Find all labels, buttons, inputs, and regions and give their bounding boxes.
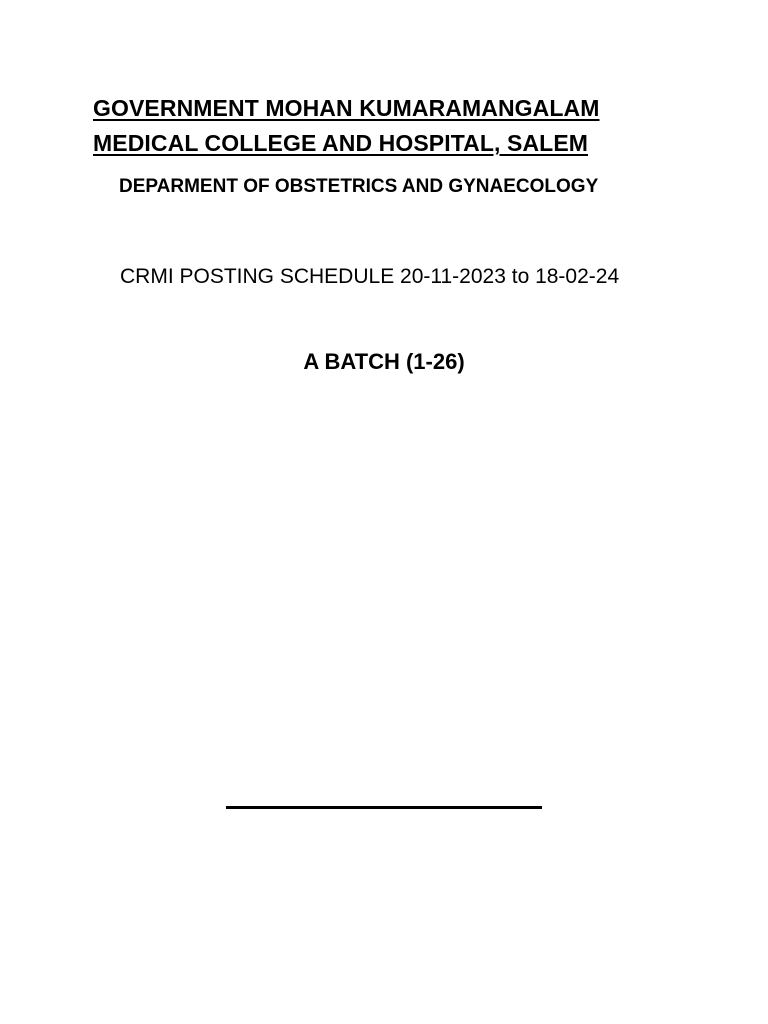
institution-title-line-1: GOVERNMENT MOHAN KUMARAMANGALAM [93,95,600,121]
department-heading: DEPARMENT OF OBSTETRICS AND GYNAECOLOGY [119,176,599,197]
posting-schedule-text: CRMI POSTING SCHEDULE 20-11-2023 to 18-02-24 [120,265,620,288]
institution-title-line-2: MEDICAL COLLEGE AND HOSPITAL, SALEM [93,130,589,156]
horizontal-rule [226,806,542,809]
batch-heading: A BATCH (1-26) [303,349,465,374]
